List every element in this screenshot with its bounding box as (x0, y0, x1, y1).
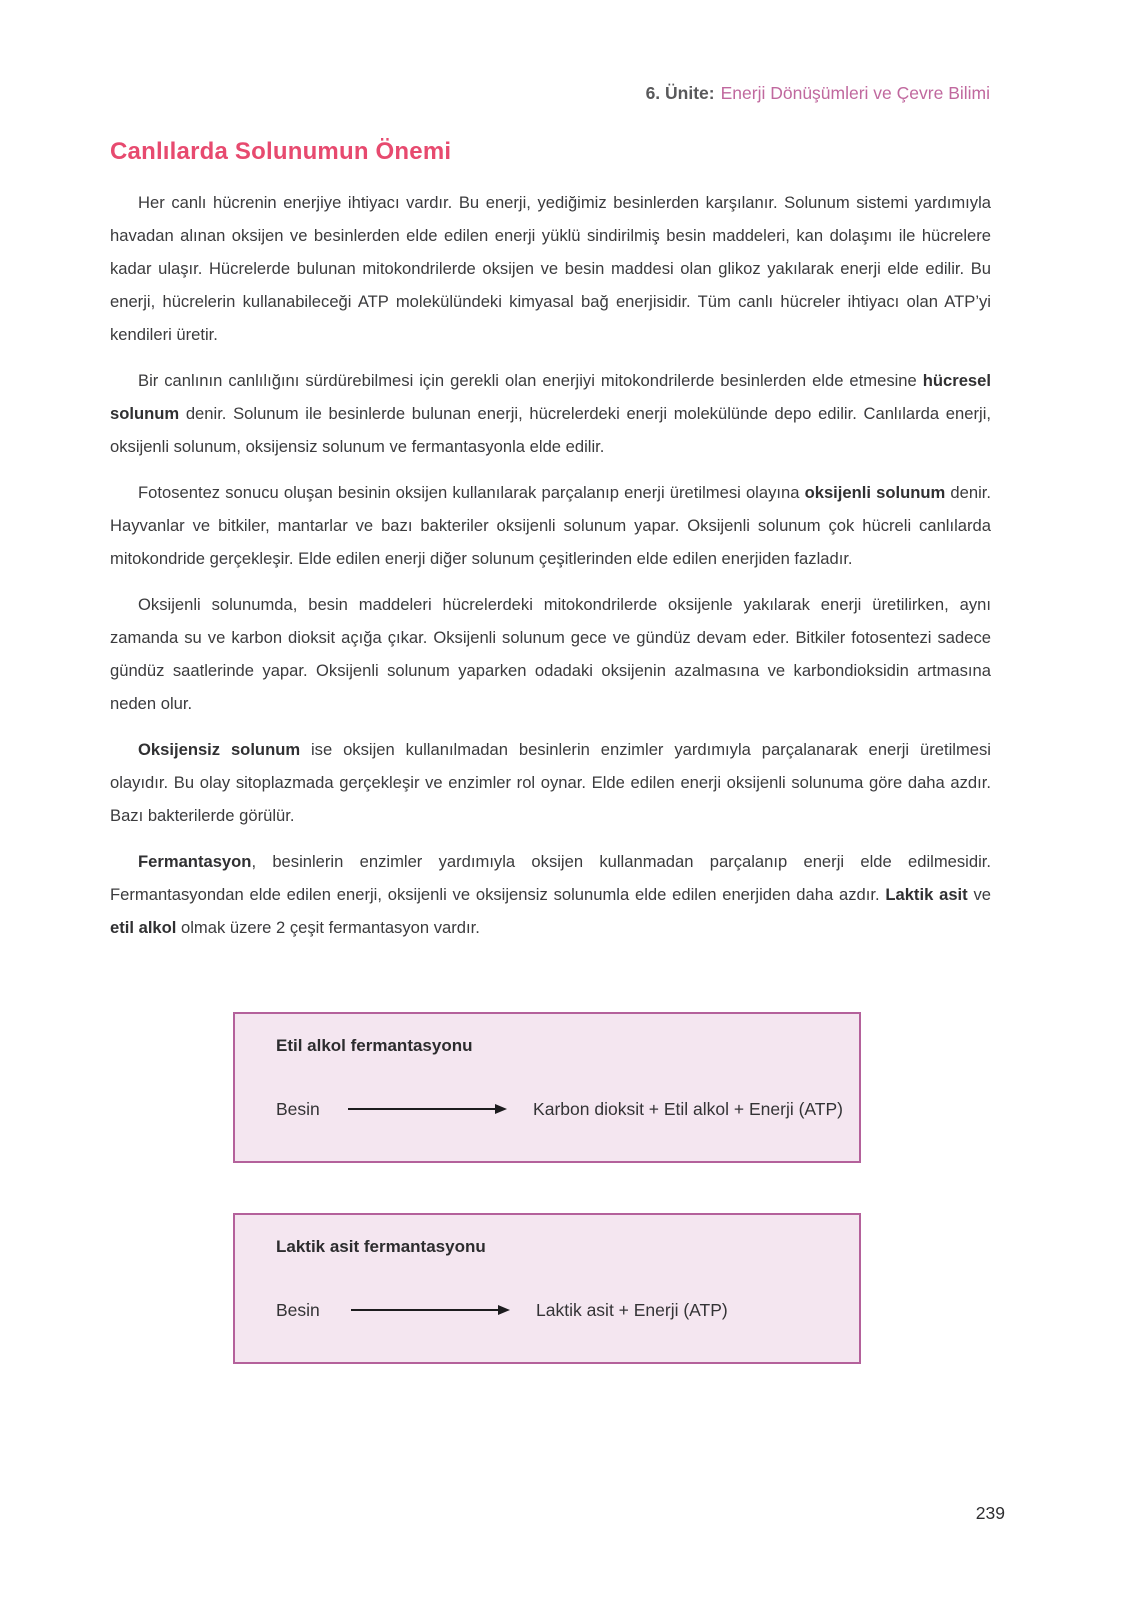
page-header (646, 82, 990, 104)
fermentation-box-title: Etil alkol fermantasyonu (276, 1036, 473, 1055)
reaction-input-label: Besin (276, 1098, 320, 1119)
unit-title-label: Enerji Dönüşümleri ve Çevre Bilimi (720, 83, 990, 103)
paragraph-fermentation: Fermantasyon, besinlerin enzimler yardımıyla oksijen kullanmadan parçalanıp enerji elde edilmesidir. Fermantasyondan elde edilen enerji, oksijenli ve oksijensiz solunumla elde edilen enerjiden daha azdır. Laktik asit ve etil alkol olmak üzere 2 çeşit fermantasyon vardır. (110, 852, 991, 937)
fermentation-reaction (276, 1096, 843, 1122)
fermentation-box-title: Laktik asit fermantasyonu (276, 1237, 486, 1256)
right-arrow-icon (348, 1104, 507, 1114)
arrow-line (351, 1309, 499, 1311)
arrow-head (495, 1104, 507, 1114)
fermentation-reaction (276, 1297, 843, 1323)
page-number: 239 (975, 1503, 1005, 1523)
arrow-head (498, 1305, 510, 1315)
paragraph-cellular-respiration: Bir canlının canlılığını sürdürebilmesi için gerekli olan enerjiyi mitokondrilerde besinlerden elde etmesine hücresel solunum denir. Solunum ile besinlerde bulunan enerji, hücrelerdeki enerji molekülünde depo edilir. Canlılarda enerji, oksijenli solunum, oksijensiz solunum ve fermantasyonla elde edilir. (110, 371, 991, 456)
reaction-output-label: Laktik asit + Enerji (ATP) (536, 1299, 728, 1320)
paragraph-aerobic-respiration: Fotosentez sonucu oluşan besinin oksijen kullanılarak parçalanıp enerji üretilmesi olayına oksijenli solunum denir. Hayvanlar ve bitkiler, mantarlar ve bazı bakteriler oksijenli solunum yapar. Oksijenli solunum çok hücreli canlılarda mitokondride gerçekleşir. Elde edilen enerji diğer solunum çeşitlerinden elde edilen enerjiden fazladır. (110, 483, 991, 568)
arrow-line (348, 1108, 496, 1110)
lactic-acid-fermentation-box (233, 1213, 861, 1364)
unit-number-label: 6. Ünite: (645, 83, 715, 103)
reaction-input-label: Besin (276, 1299, 320, 1320)
body-text-block (110, 186, 991, 957)
ethyl-alcohol-fermentation-box (233, 1012, 861, 1163)
paragraph-anaerobic-respiration: Oksijensiz solunum ise oksijen kullanılmadan besinlerin enzimler yardımıyla parçalanarak enerji üretilmesi olayıdır. Bu olay sitoplazmada gerçekleşir ve enzimler rol oynar. Elde edilen enerji oksijenli solunuma göre daha azdır. Bazı bakterilerde görülür. (110, 740, 991, 825)
right-arrow-icon (351, 1305, 510, 1315)
reaction-output-label: Karbon dioksit + Etil alkol + Enerji (ATP) (533, 1098, 843, 1119)
paragraph-aerobic-details: Oksijenli solunumda, besin maddeleri hücrelerdeki mitokondrilerde oksijenle yakılarak enerji üretilirken, aynı zamanda su ve karbon dioksit açığa çıkar. Oksijenli solunum gece ve gündüz devam eder. Bitkiler fotosentezi sadece gündüz saatlerinde yapar. Oksijenli solunum yaparken odadaki oksijenin azalmasına ve karbondioksidin artmasına neden olur. (110, 595, 991, 713)
section-heading: Canlılarda Solunumun Önemi (110, 138, 452, 165)
paragraph-intro: Her canlı hücrenin enerjiye ihtiyacı vardır. Bu enerji, yediğimiz besinlerden karşılanır. Solunum sistemi yardımıyla havadan alınan oksijen ve besinlerden elde edilen enerji yüklü sindirilmiş besin maddeleri, kan dolaşımı ile hücrelere kadar ulaşır. Hücrelerde bulunan mitokondrilerde oksijen ve besin maddesi olan glikoz yakılarak enerji elde edilir. Bu enerji, hücrelerin kullanabileceği ATP molekülündeki kimyasal bağ enerjisidir. Tüm canlı hücreler ihtiyacı olan ATP’yi kendileri üretir. (110, 193, 991, 344)
